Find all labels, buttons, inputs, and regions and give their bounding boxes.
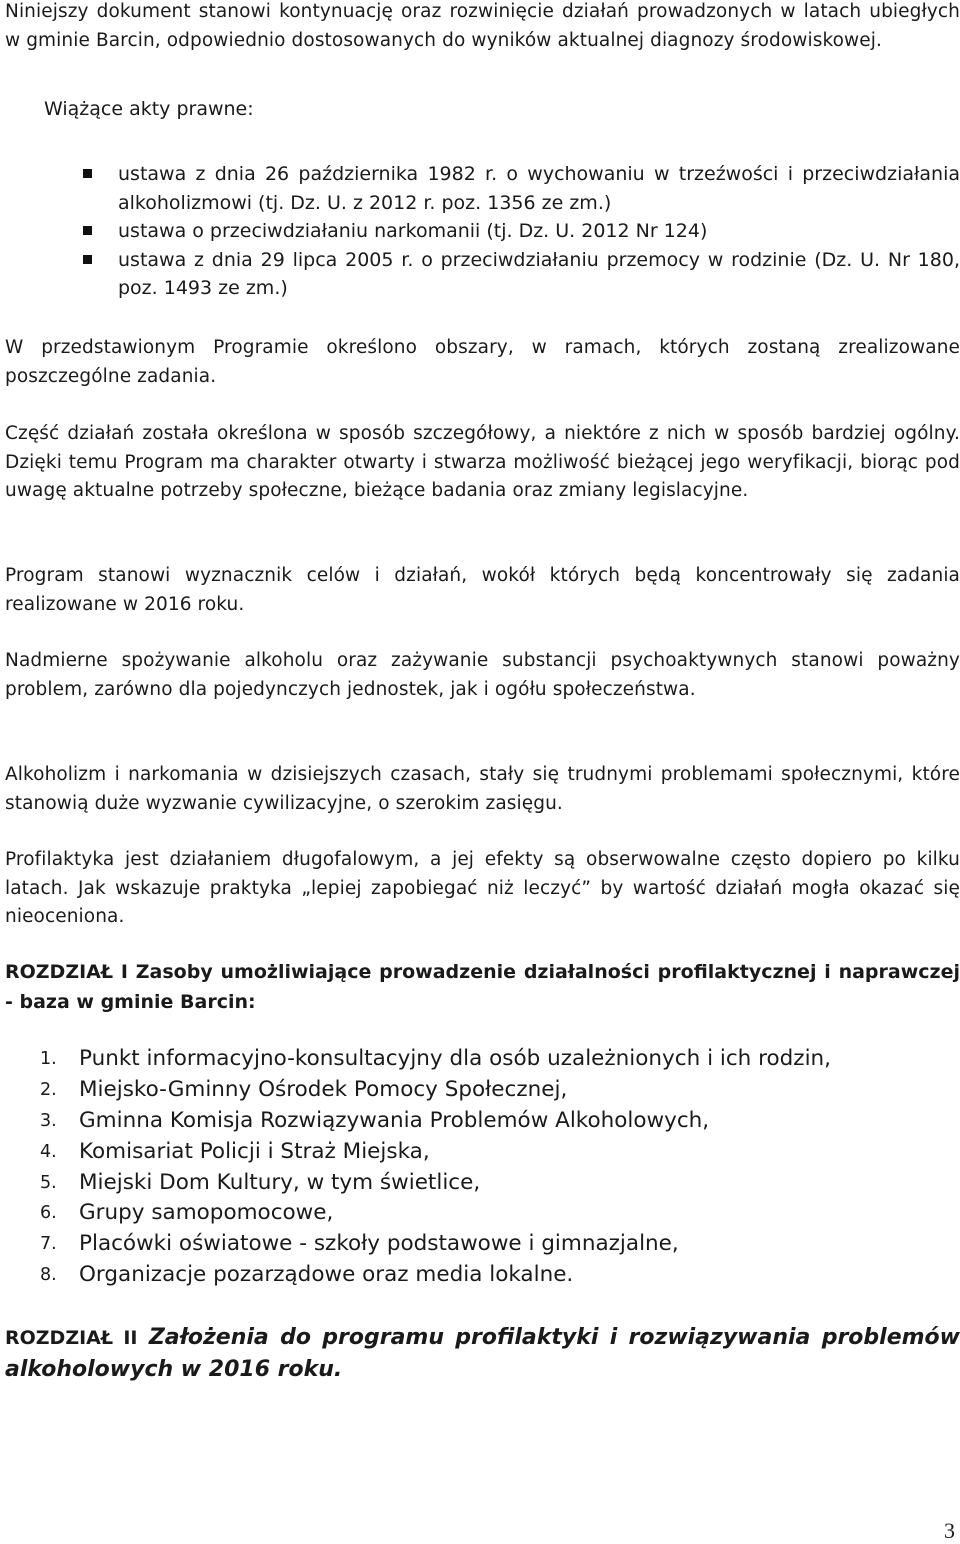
prevention-paragraph: Profilaktyka jest działaniem długofalowym, a jej efekty są obserwowalne często dopiero po kilku latach. Jak wskazuje praktyka „lepiej zapobiegać niż leczyć” by wartość działań mogła okazać się nieoceniona.	[5, 849, 960, 928]
document-page: Niniejszy dokument stanowi kontynuację oraz rozwinięcie działań prowadzonych w latach ubiegłych w gminie Barcin, odpowiednio dostosowanych do wyników aktualnej diagnozy środowiskowej. Wiążące akty prawne: ustawa z dnia 26 października 1982 r. o wychowaniu w trzeźwości i przeciwdziałania alkoholizmowi (tj. Dz. U. z 2012 r. poz. 1356 ze zm.) ustawa o przeciwdziałaniu narkomanii (tj. Dz. U. 2012 Nr 124) ustawa z dnia 29 lipca 2005 r. o przeciwdziałaniu przemocy w rodzinie (Dz. U. Nr 180, poz. 1493 ze zm.) W przedstawionym Programie określono obszary, w ramach, których zostaną zrealizowane poszczególne zadania. Część działań została określona w sposób szczegółowy, a niektóre z nich w sposób bardziej ogólny. Dzięki temu Program ma charakter otwarty i stwarza możliwość bieżącej jego weryfikacji, biorąc pod uwagę aktualne potrzeby społeczne, bieżące badania oraz zmiany legislacyjne. Program stanowi wyznacznik celów i działań, wokół których będą koncentrowały się zadania realizowane w 2016 roku. Nadmierne spożywanie alkoholu oraz zażywanie substancji psychoaktywnych stanowi poważny problem, zarówno dla pojedynczych jednostek, jak i ogółu społeczeństwa. Alkoholizm i narkomania w dzisiejszych czasach, stały się trudnymi problemami społecznymi, które stanowią duże wyzwanie cywilizacyjne, o szerokim zasięgu. Profilaktyka jest działaniem długofalowym, a jej efekty są obserwowalne często dopiero po kilku latach. Jak wskazuje praktyka „lepiej zapobiegać niż leczyć” by wartość działań mogła okazać się nieoceniona. ROZDZIAŁ I Zasoby umożliwiające prowadzenie działalności profilaktycznej i naprawczej - baza w gminie Barcin: 1. Punkt informacyjno-konsultacyjny dla osób uzależnionych i ich rodzin, 2. Miejsko-Gminny Ośrodek Pomocy Społecznej, 3. Gminna Komisja Rozwiązywania Problemów Alkoholowych, 4. Komisariat Policji i Straż Miejska, 5. Miejski Dom Kultury, w tym świetlice, 6. Grupy samopomocowe, 7. Placówki oświatowe - szkoły podstawowe i gimnazjalne, 8. Organizacje pozarządowe oraz media lokalne. ROZDZIAŁ II Założenia do programu profilaktyki i rozwiązywania problemów alkoholowych w 2016 roku. 3	[0, 0, 960, 1543]
chapter-2-title: Założenia do programu profilaktyki i rozwiązywania problemów alkoholowych w 2016 roku.	[5, 1325, 960, 1382]
chapter-1-heading: ROZDZIAŁ I Zasoby umożliwiające prowadzenie działalności profilaktycznej i naprawczej - baza w gminie Barcin:	[5, 961, 960, 1013]
chapter-2-heading	[5, 1322, 960, 1385]
alcohol-paragraph: Nadmierne spożywanie alkoholu oraz zażywanie substancji psychoaktywnych stanowi poważny problem, zarówno dla pojedynczych jednostek, jak i ogółu społeczeństwa.	[5, 650, 960, 700]
areas-paragraph: W przedstawionym Programie określono obszary, w ramach, których zostaną zrealizowane poszczególne zadania.	[5, 337, 960, 387]
chapter-2-label: ROZDZIAŁ II	[5, 1327, 138, 1349]
legal-acts-heading: Wiążące akty prawne:	[44, 98, 254, 120]
legal-acts-list	[0, 160, 960, 303]
legal-act-item: ustawa z dnia 29 lipca 2005 r. o przeciwdziałaniu przemocy w rodzinie (Dz. U. Nr 180, poz. 1493 ze zm.)	[0, 246, 960, 303]
square-bullet-icon	[83, 226, 92, 235]
square-bullet-icon	[83, 255, 92, 264]
program-paragraph: Program stanowi wyznacznik celów i działań, wokół których będą koncentrowały się zadania realizowane w 2016 roku.	[5, 565, 960, 615]
legal-act-item: ustawa z dnia 26 października 1982 r. o wychowaniu w trzeźwości i przeciwdziałania alkoholizmowi (tj. Dz. U. z 2012 r. poz. 1356 ze zm.)	[0, 160, 960, 217]
legal-act-item: ustawa o przeciwdziałaniu narkomanii (tj. Dz. U. 2012 Nr 124)	[0, 217, 960, 246]
square-bullet-icon	[83, 169, 92, 178]
page-number: 3	[944, 1518, 955, 1543]
intro-paragraph: Niniejszy dokument stanowi kontynuację oraz rozwinięcie działań prowadzonych w latach ubiegłych w gminie Barcin, odpowiednio dostosowanych do wyników aktualnej diagnozy środowiskowej.	[5, 1, 960, 51]
addiction-paragraph: Alkoholizm i narkomania w dzisiejszych czasach, stały się trudnymi problemami społecznymi, które stanowią duże wyzwanie cywilizacyjne, o szerokim zasięgu.	[5, 764, 960, 814]
detail-paragraph: Część działań została określona w sposób szczegółowy, a niektóre z nich w sposób bardziej ogólny. Dzięki temu Program ma charakter otwarty i stwarza możliwość bieżącej jego weryfikacji, biorąc pod uwagę aktualne potrzeby społeczne, bieżące badania oraz zmiany legislacyjne.	[5, 423, 960, 502]
